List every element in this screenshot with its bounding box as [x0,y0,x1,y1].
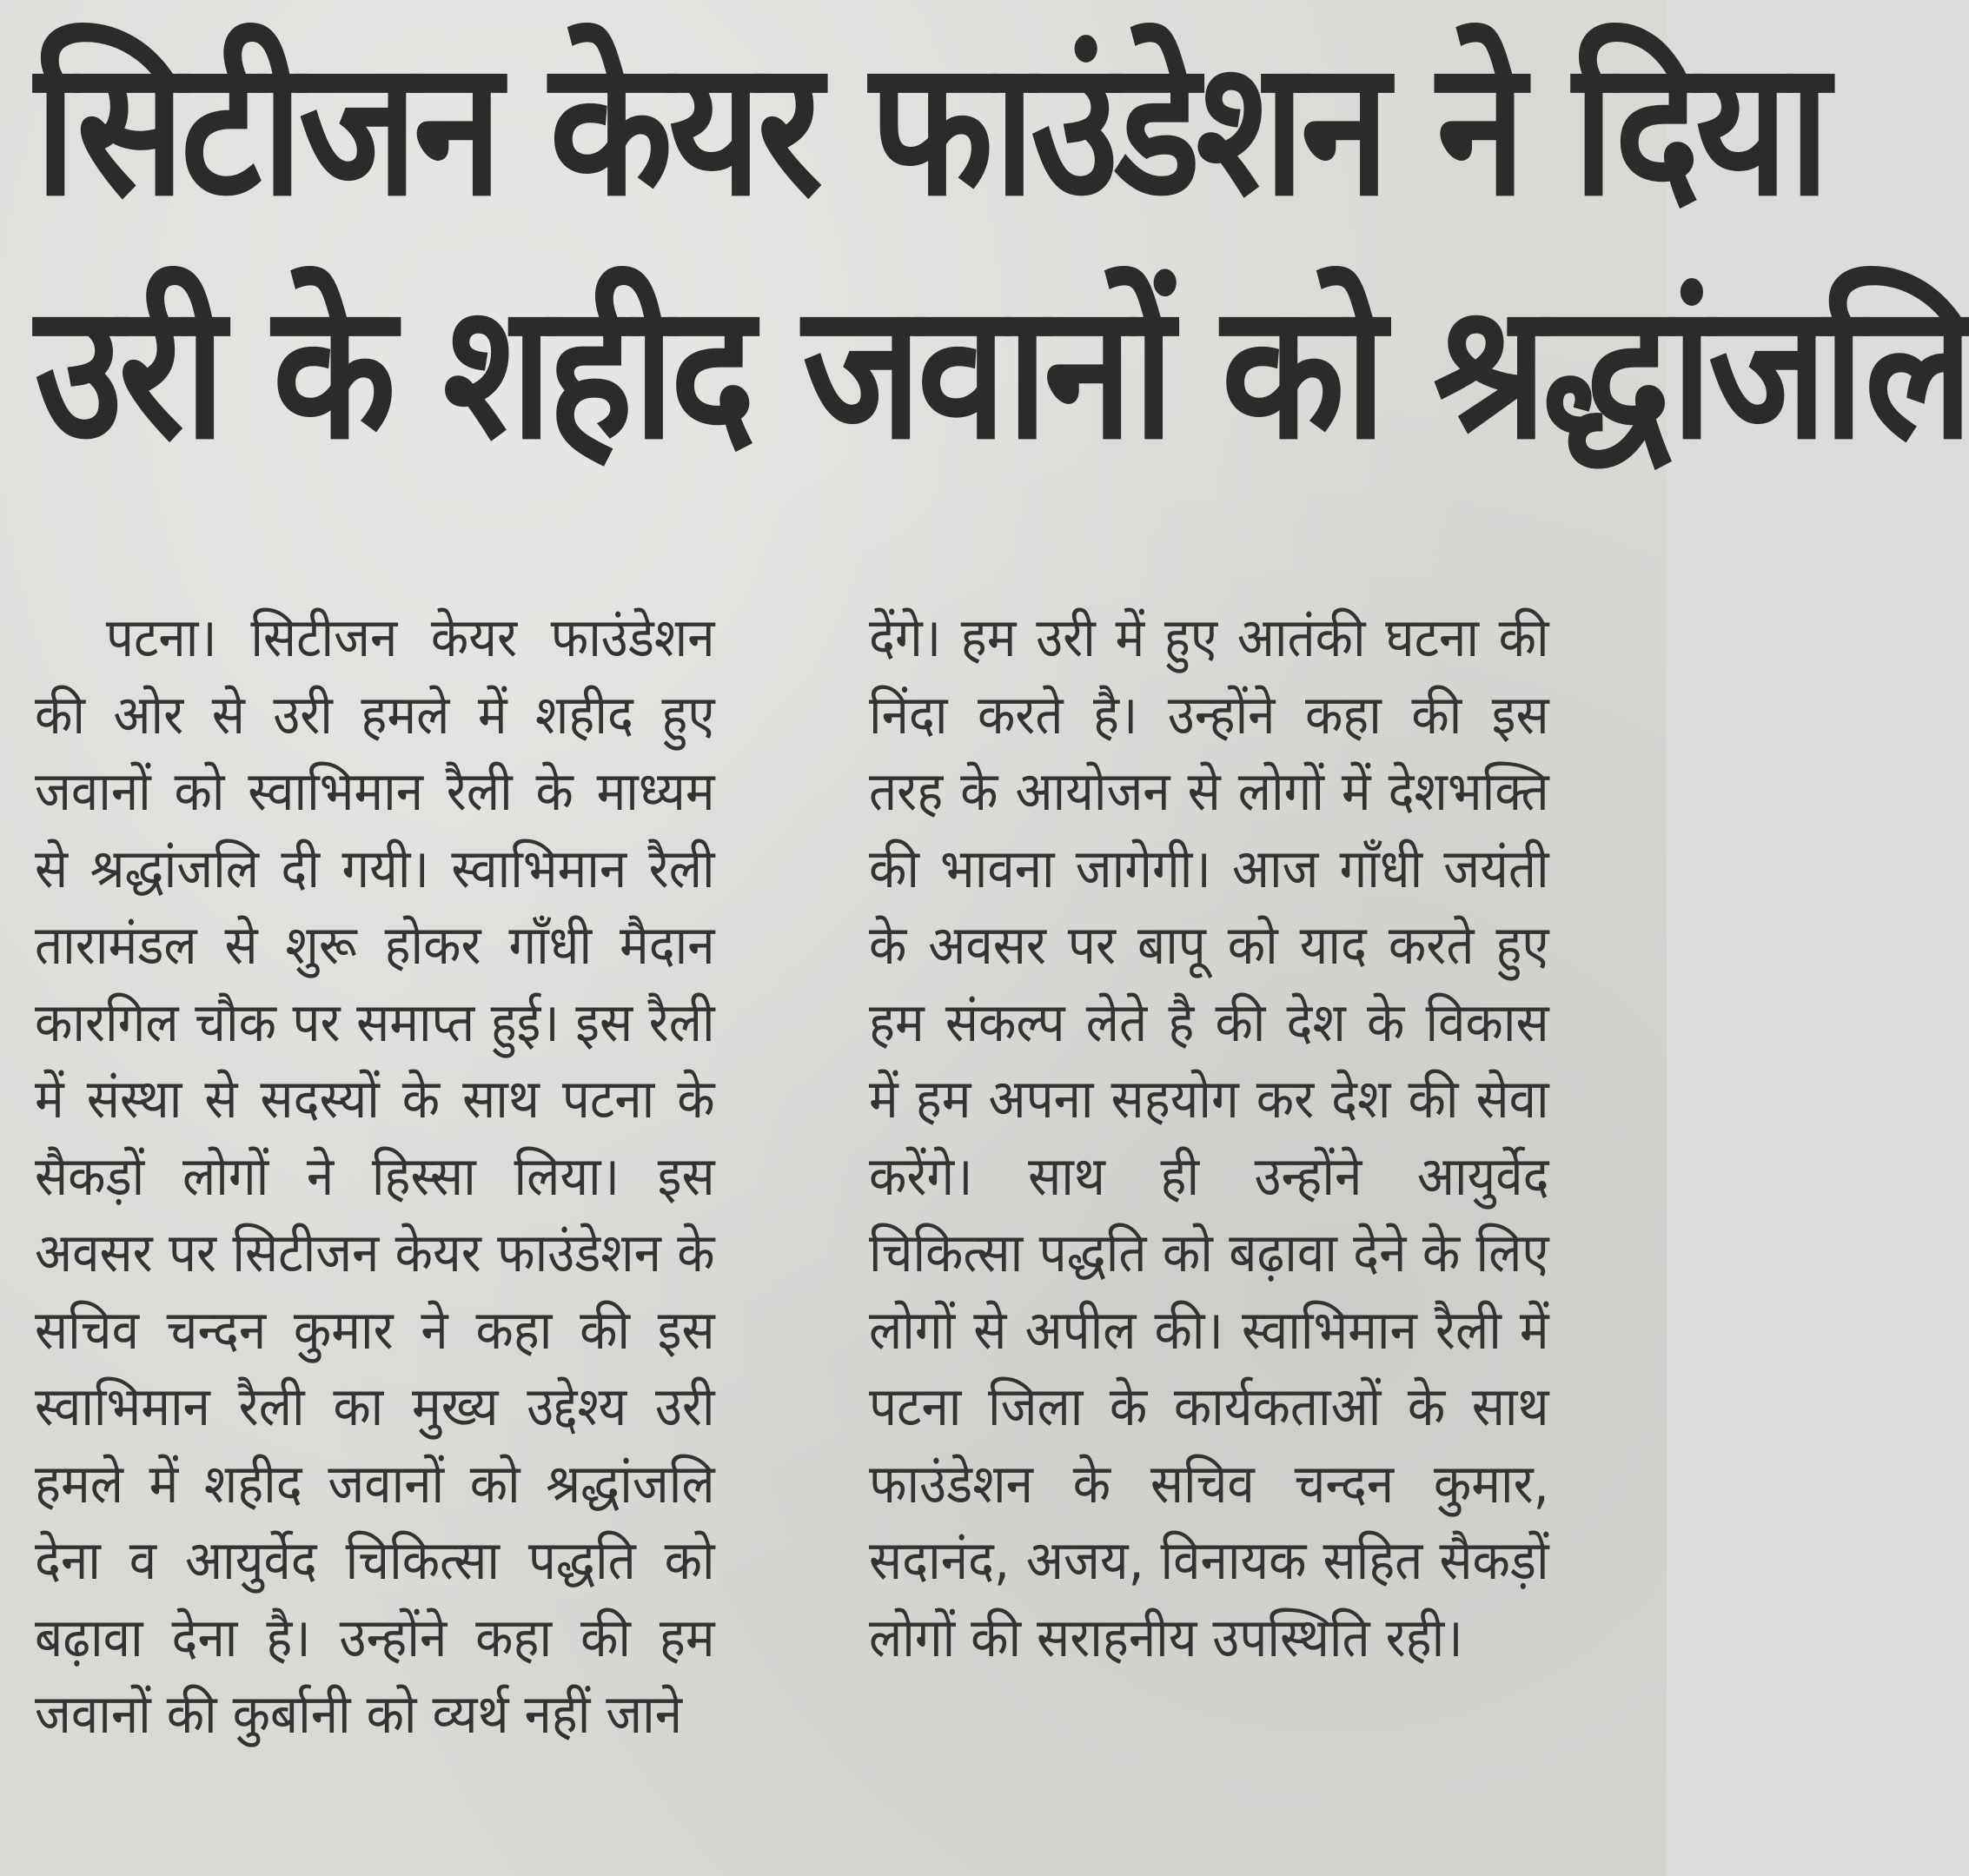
article-column-1: पटना। सिटीजन केयर फाउंडेशन की ओर से उरी हमले में शहीद हुए जवानों को स्वाभिमान रैली के माध्यम से श्रद्धांजलि दी गयी। स्वाभिमान रैली तारामंडल से शुरू होकर गाँधी मैदान कारगिल चौक पर समाप्त हुई। इस रैली में संस्था से सदस्यों के साथ पटना के सैकड़ों लोगों ने हिस्सा लिया। इस अवसर पर सिटीजन केयर फाउंडेशन के सचिव चन्दन कुमार ने कहा की इस स्वाभिमान रैली का मुख्य उद्देश्य उरी हमले में शहीद जवानों को श्रद्धांजलि देना व आयुर्वेद चिकित्सा पद्धति को बढ़ावा देना है। उन्होंने कहा की हम जवानों की कुर्बानी को व्यर्थ नहीं जाने [35,606,715,1746]
headline-line-1: सिटीजन केयर फाउंडेशन ने दिया [35,19,1826,237]
headline-line-2: उरी के शहीद जवानों को श्रद्धांजलि [35,262,1969,481]
article-column-2: देंगे। हम उरी में हुए आतंकी घटना की निंदा करते है। उन्होंने कहा की इस तरह के आयोजन से लोगों में देशभक्ति की भावना जागेगी। आज गाँधी जयंती के अवसर पर बापू को याद करते हुए हम संकल्प लेते है की देश के विकास में हम अपना सहयोग कर देश की सेवा करेंगे। साथ ही उन्होंने आयुर्वेद चिकित्सा पद्धति को बढ़ावा देने के लिए लोगों से अपील की। स्वाभिमान रैली में पटना जिला के कार्यकताओं के साथ फाउंडेशन के सचिव चन्दन कुमार, सदानंद, अजय, विनायक सहित सैकड़ों लोगों की सराहनीय उपस्थिति रही। [869,606,1549,1669]
